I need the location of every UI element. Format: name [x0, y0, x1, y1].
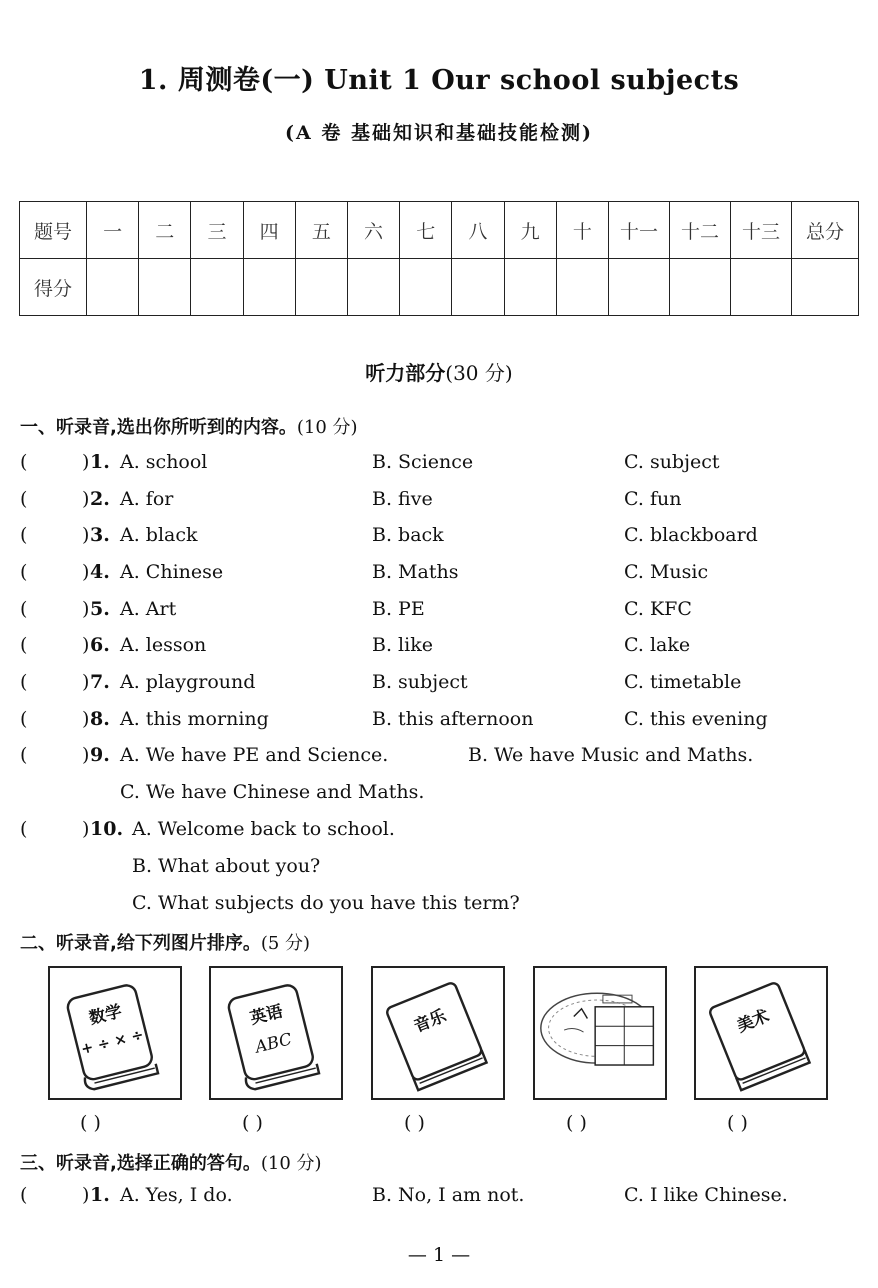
listening-section-title [0, 357, 878, 386]
answer-paren-open[interactable]: ( [20, 818, 28, 840]
option-c: C. KFC [624, 598, 692, 620]
score-col-total: 总分 [792, 202, 859, 259]
option-c: C. blackboard [624, 524, 758, 546]
score-col: 九 [504, 202, 556, 259]
page-subtitle: (A 卷 基础知识和基础技能检测) [285, 122, 593, 144]
option-b: B. No, I am not. [372, 1184, 525, 1206]
option-a: A. Yes, I do. [120, 1184, 233, 1206]
question-number: 8. [90, 708, 110, 730]
answer-paren-open[interactable]: ( [20, 488, 28, 510]
listening-points: (30 分) [445, 361, 513, 385]
part1-heading [20, 413, 358, 439]
score-cell[interactable] [609, 259, 670, 316]
maths-book-icon [48, 966, 182, 1100]
score-col: 五 [295, 202, 347, 259]
score-cell[interactable] [87, 259, 139, 316]
question-number: 6. [90, 634, 110, 656]
option-a: A. Art [120, 598, 177, 620]
part2-heading-text: 二、听录音,给下列图片排序。 [20, 933, 261, 954]
score-col: 一 [87, 202, 139, 259]
part3-heading [20, 1149, 322, 1175]
option-a: A. for [120, 488, 174, 510]
answer-paren-close: ) [82, 634, 90, 656]
score-cell[interactable] [400, 259, 452, 316]
score-cell[interactable] [452, 259, 504, 316]
option-a: A. lesson [120, 634, 207, 656]
picture-order-blank[interactable]: ( ) [566, 1112, 587, 1134]
score-cell[interactable] [731, 259, 792, 316]
option-b: B. subject [372, 671, 468, 693]
score-cell[interactable] [139, 259, 191, 316]
art-book-label: 美术 [734, 1005, 772, 1036]
answer-paren-close: ) [82, 598, 90, 620]
score-col: 六 [347, 202, 399, 259]
answer-paren-close: ) [82, 708, 90, 730]
answer-paren-close: ) [82, 524, 90, 546]
answer-paren-open[interactable]: ( [20, 744, 28, 766]
option-c: C. What subjects do you have this term? [132, 892, 520, 914]
option-b: B. back [372, 524, 444, 546]
score-col: 七 [400, 202, 452, 259]
listening-title: 听力部分 [365, 361, 446, 385]
answer-paren-open[interactable]: ( [20, 671, 28, 693]
answer-paren-close: ) [82, 561, 90, 583]
option-a: A. black [120, 524, 198, 546]
option-b: B. Science [372, 451, 474, 473]
score-col: 八 [452, 202, 504, 259]
answer-paren-close: ) [82, 488, 90, 510]
question-number: 1. [90, 451, 110, 473]
question-number: 1. [90, 1184, 110, 1206]
answer-paren-close: ) [82, 451, 90, 473]
score-cell[interactable] [670, 259, 731, 316]
english-book-sublabel: ABC [253, 1029, 294, 1057]
score-cell[interactable] [243, 259, 295, 316]
option-a: A. Chinese [120, 561, 224, 583]
part1-heading-text: 一、听录音,选出你所听到的内容。 [20, 417, 297, 438]
answer-paren-close: ) [82, 744, 90, 766]
score-cell[interactable] [556, 259, 608, 316]
answer-paren-close: ) [82, 818, 90, 840]
score-table-score-row [20, 259, 859, 316]
maths-book-sublabel: + ÷ × ÷ [79, 1026, 146, 1059]
option-c: C. lake [624, 634, 691, 656]
option-b: B. We have Music and Maths. [468, 744, 754, 766]
art-book-icon [694, 966, 828, 1100]
question-number: 3. [90, 524, 110, 546]
answer-paren-close: ) [82, 1184, 90, 1206]
answer-paren-open[interactable]: ( [20, 451, 28, 473]
option-c: C. fun [624, 488, 682, 510]
score-table [19, 201, 859, 316]
page-title: 1. 周测卷(一) Unit 1 Our school subjects [138, 65, 740, 96]
question-number: 4. [90, 561, 110, 583]
option-a: A. playground [120, 671, 256, 693]
score-col: 三 [191, 202, 243, 259]
score-table-header-label: 题号 [20, 202, 87, 259]
answer-paren-open[interactable]: ( [20, 598, 28, 620]
score-col: 十 [556, 202, 608, 259]
question-number: 2. [90, 488, 110, 510]
english-book-label: 英语 [248, 1001, 285, 1028]
picture-order-blank[interactable]: ( ) [404, 1112, 425, 1134]
option-c: C. We have Chinese and Maths. [120, 781, 425, 803]
option-b: B. like [372, 634, 433, 656]
part1-points: (10 分) [296, 417, 358, 438]
part3-heading-text: 三、听录音,选择正确的答句。 [20, 1153, 261, 1174]
score-cell[interactable] [504, 259, 556, 316]
option-c: C. Music [624, 561, 709, 583]
option-c: C. this evening [624, 708, 768, 730]
picture-order-blank[interactable]: ( ) [80, 1112, 101, 1134]
score-col: 十一 [609, 202, 670, 259]
music-book-icon [371, 966, 505, 1100]
answer-paren-open[interactable]: ( [20, 561, 28, 583]
part3-points: (10 分) [260, 1153, 322, 1174]
part2-points: (5 分) [260, 933, 311, 954]
score-table-header-row [20, 202, 859, 259]
option-b: B. PE [372, 598, 425, 620]
option-c: C. I like Chinese. [624, 1184, 788, 1206]
option-c: C. timetable [624, 671, 742, 693]
answer-paren-open[interactable]: ( [20, 1184, 28, 1206]
score-table-score-label: 得分 [20, 259, 87, 316]
english-book-icon [209, 966, 343, 1100]
option-c: C. subject [624, 451, 720, 473]
option-a: A. Welcome back to school. [132, 818, 395, 840]
score-cell-total[interactable] [792, 259, 859, 316]
answer-paren-open[interactable]: ( [20, 634, 28, 656]
score-col: 十二 [670, 202, 731, 259]
option-b: B. Maths [372, 561, 459, 583]
score-col: 四 [243, 202, 295, 259]
score-col: 十三 [731, 202, 792, 259]
option-a: A. school [120, 451, 208, 473]
score-cell[interactable] [295, 259, 347, 316]
maths-book-label: 数学 [87, 1001, 124, 1028]
option-b: B. What about you? [132, 855, 321, 877]
question-number: 9. [90, 744, 110, 766]
option-b: B. this afternoon [372, 708, 534, 730]
score-cell[interactable] [191, 259, 243, 316]
question-number: 5. [90, 598, 110, 620]
picture-order-blank[interactable]: ( ) [727, 1112, 748, 1134]
answer-paren-open[interactable]: ( [20, 708, 28, 730]
music-book-label: 音乐 [411, 1005, 449, 1036]
picture-order-blank[interactable]: ( ) [242, 1112, 263, 1134]
playground-icon [533, 966, 667, 1100]
part2-heading [20, 929, 310, 955]
answer-paren-open[interactable]: ( [20, 524, 28, 546]
score-cell[interactable] [347, 259, 399, 316]
page-number: — 1 — [407, 1244, 471, 1266]
question-number: 10. [90, 818, 124, 840]
option-b: B. five [372, 488, 433, 510]
answer-paren-close: ) [82, 671, 90, 693]
question-number: 7. [90, 671, 110, 693]
option-a: A. this morning [120, 708, 269, 730]
score-col: 二 [139, 202, 191, 259]
option-a: A. We have PE and Science. [120, 744, 389, 766]
